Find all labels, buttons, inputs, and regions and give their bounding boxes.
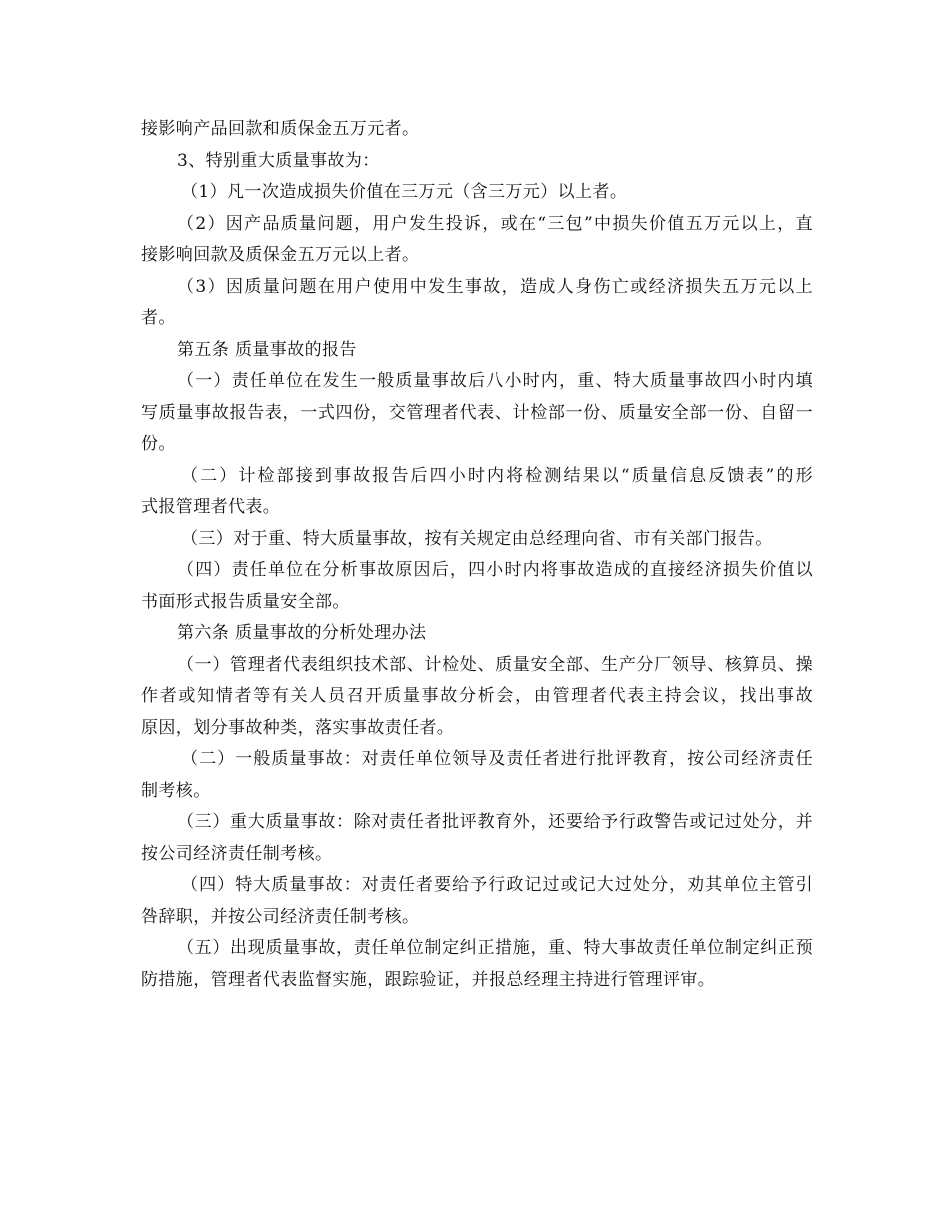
text-line: （五）出现质量事故，责任单位制定纠正措施，重、特大事故责任单位制定纠正预 <box>177 938 813 958</box>
text-line: 作者或知情者等有关人员召开质量事故分析会，由管理者代表主持会议，找出事故 <box>141 686 813 706</box>
text-line: 制考核。 <box>141 780 211 801</box>
document-page <box>141 114 813 996</box>
text-line: （四）特大质量事故：对责任者要给予行政记过或记大过处分，劝其单位主管引 <box>181 875 813 895</box>
text-line: （1）凡一次造成损失价值在三万元（含三万元）以上者。 <box>181 182 628 202</box>
text-line: 者。 <box>141 308 176 328</box>
text-line: 写质量事故报告表，一式四份，交管理者代表、计检部一份、质量安全部一份、自留一 <box>141 402 813 423</box>
text-line: （四）责任单位在分析事故原因后，四小时内将事故造成的直接经济损失价值以 <box>177 560 813 580</box>
section-heading: 第五条 质量事故的报告 <box>177 339 357 360</box>
text-line: 接影响产品回款和质保金五万元者。 <box>141 119 420 139</box>
text-line: 原因，划分事故种类，落实事故责任者。 <box>141 717 455 738</box>
text-line: 接影响回款及质保金五万元以上者。 <box>141 245 420 265</box>
text-line: （三）重大质量事故：除对责任者批评教育外，还要给予行政警告或记过处分，并 <box>177 812 813 832</box>
text-line: （一）责任单位在发生一般质量事故后八小时内，重、特大质量事故四小时内填 <box>177 371 813 391</box>
text-line: 式报管理者代表。 <box>141 497 281 517</box>
text-line: （一）管理者代表组织技术部、计检处、质量安全部、生产分厂领导、核算员、操 <box>177 654 813 675</box>
text-line: 书面形式报告质量安全部。 <box>141 591 350 612</box>
text-line: 按公司经济责任制考核。 <box>141 843 333 864</box>
text-line: 3、特别重大质量事故为： <box>177 150 380 171</box>
text-line: 防措施，管理者代表监督实施，跟踪验证，并报总经理主持进行管理评审。 <box>141 969 716 990</box>
text-line: （二）计检部接到事故报告后四小时内将检测结果以“质量信息反馈表”的形 <box>181 465 813 486</box>
text-line: 咎辞职，并按公司经济责任制考核。 <box>141 906 420 927</box>
text-line: （二）一般质量事故：对责任单位领导及责任者进行批评教育，按公司经济责任 <box>181 749 813 769</box>
text-line: （三）对于重、特大质量事故，按有关规定由总经理向省、市有关部门报告。 <box>181 528 773 549</box>
text-line: （3）因质量问题在用户使用中发生事故，造成人身伤亡或经济损失五万元以上 <box>177 276 813 297</box>
section-heading: 第六条 质量事故的分析处理办法 <box>177 623 427 643</box>
text-line: 份。 <box>141 434 176 454</box>
text-line: （2）因产品质量问题，用户发生投诉，或在“三包”中损失价值五万元以上，直 <box>177 213 813 234</box>
